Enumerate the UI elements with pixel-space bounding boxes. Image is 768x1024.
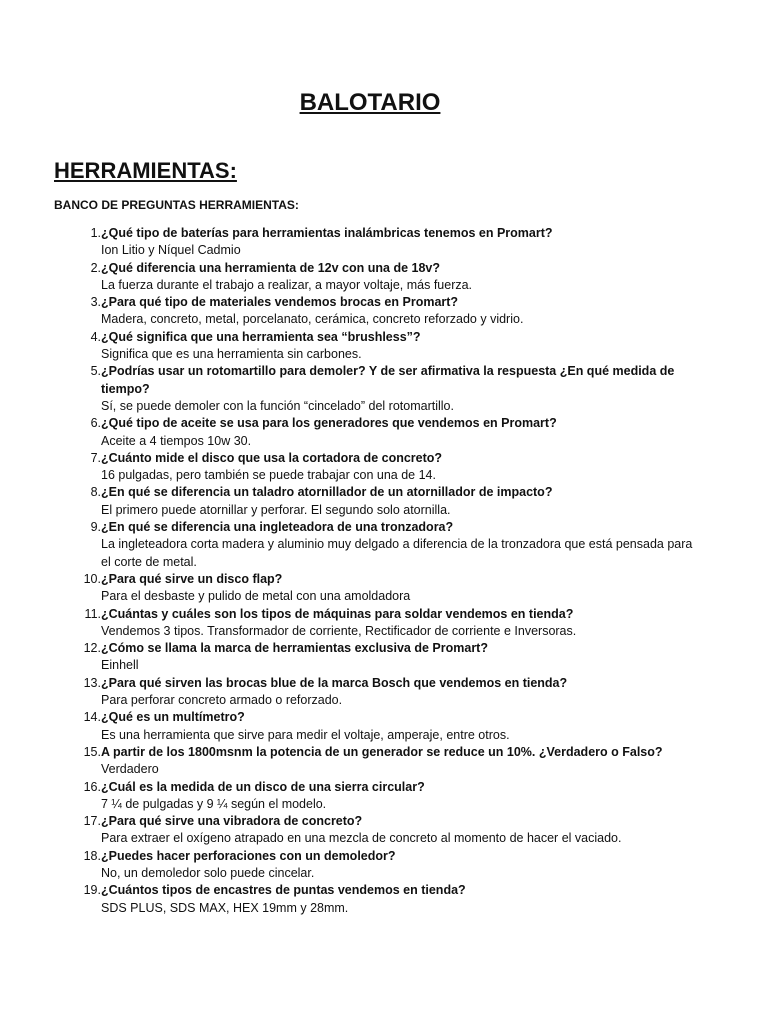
answer-text: La fuerza durante el trabajo a realizar, a mayor voltaje, más fuerza. [101, 277, 473, 292]
question-body [101, 571, 704, 606]
question-text: ¿Cómo se llama la marca de herramientas exclusiva de Promart? [101, 641, 488, 656]
list-item [54, 779, 704, 814]
answer-text: Significa que es una herramienta sin carbones. [101, 347, 362, 362]
list-item [54, 363, 704, 415]
question-number-label: 12. [83, 641, 101, 656]
question-body [101, 779, 704, 814]
question-number-label: 13. [83, 675, 101, 690]
question-number [54, 606, 101, 623]
question-text: A partir de los 1800msnm la potencia de un generador se reduce un 10%. ¿Verdadero o Falso? [101, 744, 663, 759]
question-number-label: 7. [90, 450, 101, 465]
question-body [101, 606, 704, 641]
question-number-label: 6. [90, 416, 101, 431]
question-bank-heading: BANCO DE PREGUNTAS HERRAMIENTAS: [54, 198, 299, 212]
list-item [54, 744, 704, 779]
answer-text: Madera, concreto, metal, porcelanato, cerámica, concreto reforzado y vidrio. [101, 312, 524, 327]
answer-text: Ion Litio y Níquel Cadmio [101, 243, 241, 258]
question-number-label: 11. [84, 606, 101, 621]
question-text: ¿Cuánto mide el disco que usa la cortadora de concreto? [101, 450, 443, 465]
question-number-label: 18. [83, 848, 101, 863]
list-item [54, 640, 704, 675]
question-number [54, 571, 101, 588]
list-item [54, 882, 704, 917]
question-text: ¿Para qué sirven las brocas blue de la marca Bosch que vendemos en tienda? [101, 675, 568, 690]
question-number [54, 450, 101, 467]
question-body [101, 709, 704, 744]
question-number [54, 640, 101, 657]
question-number [54, 709, 101, 726]
question-number-label: 5. [90, 364, 101, 379]
list-item [54, 606, 704, 641]
list-item [54, 571, 704, 606]
answer-text: La ingleteadora corta madera y aluminio muy delgado a diferencia de la tronzadora que está pensada para el corte de metal. [101, 537, 693, 569]
question-body [101, 744, 704, 779]
answer-text: Para perforar concreto armado o reforzado. [101, 693, 343, 708]
question-body [101, 519, 704, 571]
question-number [54, 415, 101, 432]
question-number [54, 225, 101, 242]
question-body [101, 415, 704, 450]
list-item [54, 415, 704, 450]
list-item [54, 484, 704, 519]
list-item [54, 450, 704, 485]
question-number-label: 1. [90, 226, 101, 240]
question-text: ¿Para qué tipo de materiales vendemos brocas en Promart? [101, 295, 459, 310]
question-number-label: 9. [90, 520, 101, 535]
question-list [54, 225, 704, 917]
answer-text: SDS PLUS, SDS MAX, HEX 19mm y 28mm. [101, 900, 349, 915]
question-body [101, 813, 704, 848]
question-number-label: 19. [83, 883, 101, 898]
document-title: BALOTARIO [299, 89, 441, 116]
answer-text: Sí, se puede demoler con la función “cincelado” del rotomartillo. [101, 398, 454, 413]
answer-text: 7 ¼ de pulgadas y 9 ¼ según el modelo. [101, 796, 327, 811]
question-text: ¿Cuántos tipos de encastres de puntas vendemos en tienda? [101, 883, 466, 898]
question-body [101, 848, 704, 883]
answer-text: Aceite a 4 tiempos 10w 30. [101, 433, 252, 448]
list-item [54, 260, 704, 295]
question-number-label: 15. [83, 744, 101, 759]
question-number [54, 848, 101, 865]
question-text: ¿En qué se diferencia una ingleteadora de una tronzadora? [101, 520, 454, 535]
question-body [101, 450, 704, 485]
answer-text: 16 pulgadas, pero también se puede trabajar con una de 14. [101, 468, 436, 483]
list-item [54, 294, 704, 329]
answer-text: Einhell [101, 658, 139, 673]
question-number [54, 882, 101, 899]
question-number [54, 363, 101, 380]
question-body [101, 675, 704, 710]
list-item [54, 709, 704, 744]
question-number [54, 744, 101, 761]
list-item [54, 519, 704, 571]
list-item [54, 813, 704, 848]
question-text: ¿Qué tipo de aceite se usa para los generadores que vendemos en Promart? [101, 416, 557, 431]
question-body [101, 260, 704, 295]
question-number-label: 10. [83, 571, 101, 586]
question-number-label: 2. [90, 260, 101, 275]
question-text: ¿Para qué sirve un disco flap? [101, 571, 283, 586]
answer-text: Verdadero [101, 762, 159, 777]
list-item [54, 848, 704, 883]
question-body [101, 363, 704, 415]
question-text: ¿Qué es un multímetro? [101, 710, 245, 725]
question-number-label: 8. [90, 485, 101, 500]
question-number [54, 329, 101, 346]
question-number-label: 14. [83, 710, 101, 725]
question-body [101, 882, 704, 917]
question-text: ¿Para qué sirve una vibradora de concreto? [101, 814, 363, 829]
answer-text: Para el desbaste y pulido de metal con una amoldadora [101, 589, 411, 604]
question-number [54, 519, 101, 536]
answer-text: El primero puede atornillar y perforar. El segundo solo atornilla. [101, 502, 451, 517]
answer-text: Vendemos 3 tipos. Transformador de corriente, Rectificador de corriente e Inversoras. [101, 623, 577, 638]
question-text: ¿Qué significa que una herramienta sea “brushless”? [101, 329, 421, 344]
question-number-label: 4. [90, 329, 101, 344]
question-number [54, 813, 101, 830]
question-text: ¿Podrías usar un rotomartillo para demoler? Y de ser afirmativa la respuesta ¿En qué medida de tiempo? [101, 364, 675, 396]
section-heading: HERRAMIENTAS: [54, 158, 237, 183]
question-body [101, 294, 704, 329]
question-text: ¿Qué tipo de baterías para herramientas inalámbricas tenemos en Promart? [101, 226, 553, 240]
question-body [101, 329, 704, 364]
answer-text: No, un demoledor solo puede cincelar. [101, 865, 315, 880]
question-number [54, 260, 101, 277]
question-number [54, 484, 101, 501]
question-text: ¿Puedes hacer perforaciones con un demoledor? [101, 848, 396, 863]
question-text: ¿Cuántas y cuáles son los tipos de máquinas para soldar vendemos en tienda? [101, 606, 574, 621]
question-number-label: 17. [83, 814, 101, 829]
list-item [54, 225, 704, 260]
answer-text: Es una herramienta que sirve para medir el voltaje, amperaje, entre otros. [101, 727, 510, 742]
question-body [101, 225, 704, 260]
list-item [54, 675, 704, 710]
list-item [54, 329, 704, 364]
question-text: ¿Cuál es la medida de un disco de una sierra circular? [101, 779, 425, 794]
question-text: ¿En qué se diferencia un taladro atornillador de un atornillador de impacto? [101, 485, 553, 500]
question-number [54, 779, 101, 796]
question-number [54, 675, 101, 692]
question-number [54, 294, 101, 311]
answer-text: Para extraer el oxígeno atrapado en una mezcla de concreto al momento de hacer el vaciado. [101, 831, 622, 846]
question-body [101, 484, 704, 519]
question-body [101, 640, 704, 675]
question-number-label: 16. [83, 779, 101, 794]
question-text: ¿Qué diferencia una herramienta de 12v con una de 18v? [101, 260, 441, 275]
question-number-label: 3. [90, 295, 101, 310]
